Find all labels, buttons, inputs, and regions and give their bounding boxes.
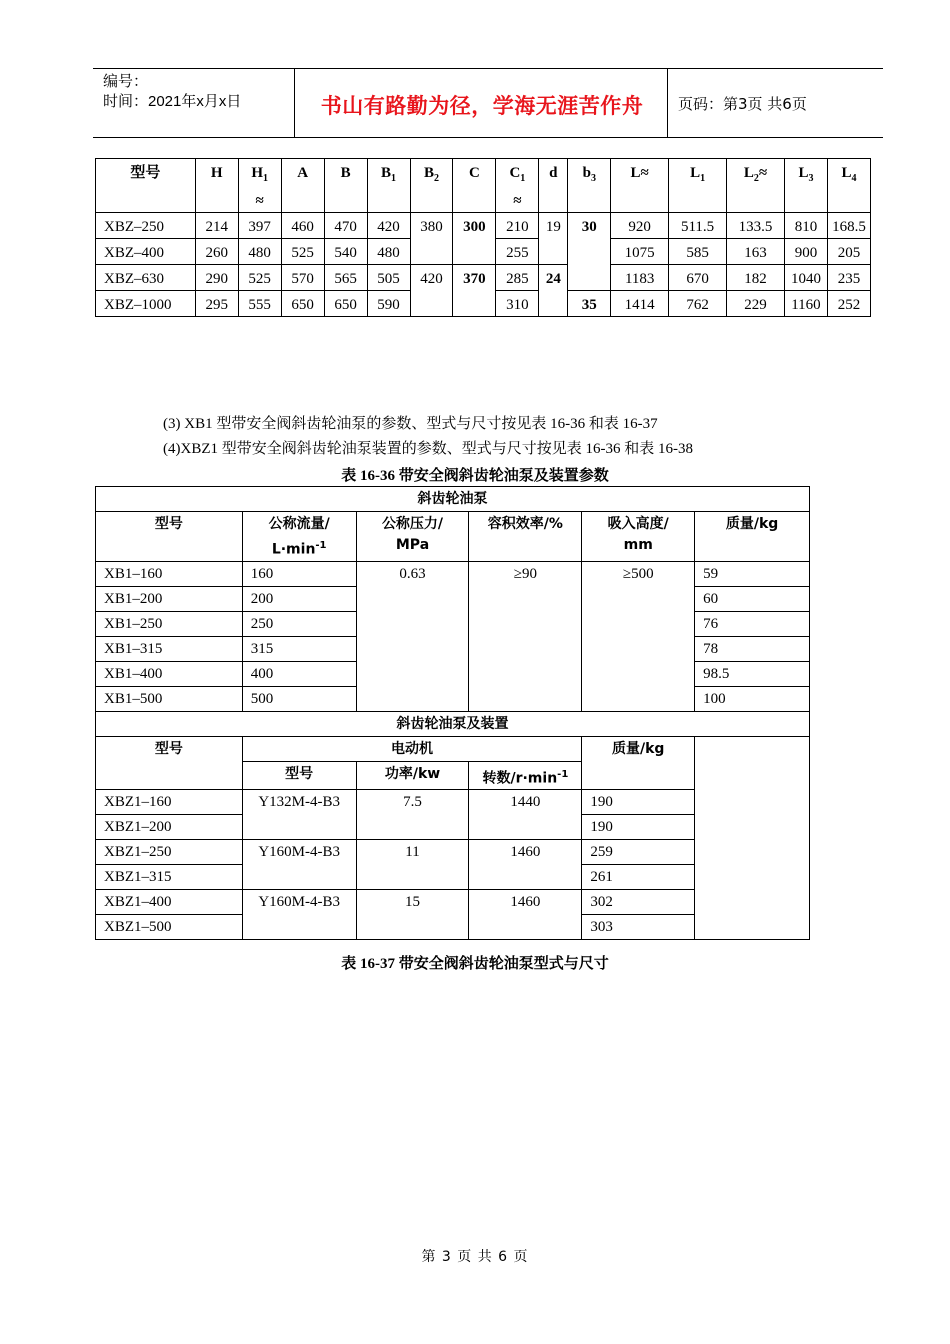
table-cell: 762 (669, 291, 727, 317)
table-cell: 163 (727, 239, 785, 265)
table-cell: Y160M-4-B3 (242, 890, 356, 940)
header-divider (294, 69, 295, 137)
table-cell: 168.5 (827, 213, 870, 239)
table-cell: 1075 (611, 239, 669, 265)
table-row (96, 265, 871, 291)
table-cell: 300 (453, 213, 496, 265)
table-cell: ≥90 (469, 561, 582, 711)
table-cell: XB1–400 (96, 661, 243, 686)
table-cell: 260 (195, 239, 238, 265)
table-cell: 315 (242, 636, 356, 661)
table-cell: 78 (695, 636, 810, 661)
header-cell: $L_4$ (827, 159, 870, 213)
header-motto: 书山有路勤为径，学海无涯苦作舟 (320, 94, 644, 118)
table-cell: 540 (324, 239, 367, 265)
header-cell: 转数$/r\cdot\min^{-1}$ (469, 761, 582, 790)
header-cell: 功率/kw (356, 761, 469, 790)
table-caption: 表 16-37 带安全阀斜齿轮油泵型式与尺寸 (341, 956, 609, 972)
table-cell: XBZ1–400 (96, 890, 243, 915)
empty-cell (695, 736, 810, 940)
time-label: 时间：2021年x月x日 (103, 93, 242, 110)
paragraph: (4)XBZ1 型带安全阀斜齿轮油泵装置的参数、型式与尺寸按见表 16-36 和表 16-38 (163, 441, 693, 457)
table-cell: 480 (367, 239, 410, 265)
header-cell: 质量/kg (695, 512, 810, 562)
table-cell: 480 (238, 239, 281, 265)
table-header-row (96, 159, 871, 213)
table-cell: 200 (242, 586, 356, 611)
table-cell: 810 (784, 213, 827, 239)
table-cell: 261 (582, 865, 695, 890)
table-caption: 表 16-36 带安全阀斜齿轮油泵及装置参数 (341, 468, 609, 484)
header-cell: $L_3$ (784, 159, 827, 213)
table-cell: 182 (727, 265, 785, 291)
table-cell: 59 (695, 561, 810, 586)
table-cell: 0.63 (356, 561, 469, 711)
table-cell: 210 (496, 213, 539, 239)
header-cell: $C_1$ ≈ (496, 159, 539, 213)
table-cell: 190 (582, 815, 695, 840)
table-cell: 920 (611, 213, 669, 239)
header-meta (103, 72, 241, 112)
table-cell: 250 (242, 611, 356, 636)
table-cell: 15 (356, 890, 469, 940)
paragraph: (3) XB1 型带安全阀斜齿轮油泵的参数、型式与尺寸按见表 16-36 和表 16-37 (163, 416, 658, 432)
table-cell: XB1–250 (96, 611, 243, 636)
table-cell: 370 (453, 265, 496, 317)
table-cell: 303 (582, 915, 695, 940)
table-cell: 295 (195, 291, 238, 317)
dimension-table (95, 158, 871, 317)
table-cell: 1040 (784, 265, 827, 291)
table-cell: XBZ–630 (96, 265, 196, 291)
table-header-row (96, 512, 810, 562)
table-cell: 30 (568, 213, 611, 291)
table-cell: 259 (582, 840, 695, 865)
header-cell: $H_1$ ≈ (238, 159, 281, 213)
table-cell: 24 (539, 265, 568, 317)
page-header (93, 68, 883, 138)
table-cell: XB1–500 (96, 686, 243, 711)
table-cell: XBZ1–250 (96, 840, 243, 865)
table-cell: XBZ–400 (96, 239, 196, 265)
table-cell: 570 (281, 265, 324, 291)
table-cell: 1440 (469, 790, 582, 840)
header-cell: 质量/kg (582, 736, 695, 790)
table-cell: XB1–200 (96, 586, 243, 611)
table-cell: 252 (827, 291, 870, 317)
table-cell: 650 (281, 291, 324, 317)
table-cell: 35 (568, 291, 611, 317)
table-cell: XBZ1–160 (96, 790, 243, 815)
header-divider (667, 69, 668, 137)
table-cell: XBZ–1000 (96, 291, 196, 317)
table-cell: 229 (727, 291, 785, 317)
table-cell: 420 (410, 265, 453, 317)
table-cell: 470 (324, 213, 367, 239)
table-cell: XB1–160 (96, 561, 243, 586)
table-cell: XBZ–250 (96, 213, 196, 239)
header-cell: 容积效率/% (469, 512, 582, 562)
table-cell: 255 (496, 239, 539, 265)
table-cell: 76 (695, 611, 810, 636)
table-cell: 1160 (784, 291, 827, 317)
table-row (96, 561, 810, 586)
table-cell: 505 (367, 265, 410, 291)
table-cell: 310 (496, 291, 539, 317)
serial-label: 编号： (103, 73, 149, 90)
table-cell: 100 (695, 686, 810, 711)
table-cell: 285 (496, 265, 539, 291)
header-cell: 吸入高度/ mm (582, 512, 695, 562)
table-cell: 590 (367, 291, 410, 317)
table-cell: ≥500 (582, 561, 695, 711)
table-cell: 380 (410, 213, 453, 265)
section-title-row (96, 711, 810, 736)
header-cell: A (281, 159, 324, 213)
table-cell: 214 (195, 213, 238, 239)
header-cell: d (539, 159, 568, 213)
table-cell: 565 (324, 265, 367, 291)
table-cell: 11 (356, 840, 469, 890)
table-cell: 1460 (469, 840, 582, 890)
table-cell: 1414 (611, 291, 669, 317)
header-cell: $B_1$ (367, 159, 410, 213)
table-cell: XBZ1–200 (96, 815, 243, 840)
parameter-table (95, 486, 810, 940)
table-cell: 190 (582, 790, 695, 815)
header-cell: 公称压力/ MPa (356, 512, 469, 562)
table-cell: Y160M-4-B3 (242, 840, 356, 890)
table-cell: 1183 (611, 265, 669, 291)
page-footer: 第 3 页 共 6 页 (421, 1249, 529, 1265)
header-cell: 型号 (96, 159, 196, 213)
header-cell: 型号 (96, 512, 243, 562)
table-cell: 511.5 (669, 213, 727, 239)
table-cell: 397 (238, 213, 281, 239)
table-cell: 19 (539, 213, 568, 265)
table-cell: XBZ1–315 (96, 865, 243, 890)
table-cell: 235 (827, 265, 870, 291)
header-cell: C (453, 159, 496, 213)
table-cell: 420 (367, 213, 410, 239)
table-cell: 555 (238, 291, 281, 317)
table-header-row (96, 736, 810, 761)
table-cell: XBZ1–500 (96, 915, 243, 940)
table-cell: 585 (669, 239, 727, 265)
table-row (96, 213, 871, 239)
section-title-row (96, 487, 810, 512)
table-cell: 98.5 (695, 661, 810, 686)
header-cell: $b_3$ (568, 159, 611, 213)
table-cell: XB1–315 (96, 636, 243, 661)
section-title: 斜齿轮油泵 (96, 487, 810, 512)
table-cell: Y132M-4-B3 (242, 790, 356, 840)
table-cell: 205 (827, 239, 870, 265)
header-cell: 型号 (96, 736, 243, 790)
table-cell: 525 (281, 239, 324, 265)
header-cell: 电动机 (242, 736, 582, 761)
table-cell: 1460 (469, 890, 582, 940)
header-page-info: 页码：第3页 共6页 (678, 95, 807, 113)
header-cell: 公称流量/ $L\cdot\min^{-1}$ (242, 512, 356, 562)
section-title: 斜齿轮油泵及装置 (96, 711, 810, 736)
table-cell: 400 (242, 661, 356, 686)
table-cell: 900 (784, 239, 827, 265)
table-cell: 133.5 (727, 213, 785, 239)
table-cell: 160 (242, 561, 356, 586)
header-cell: $L_2\approx$ (727, 159, 785, 213)
table-cell: 60 (695, 586, 810, 611)
table-cell: 302 (582, 890, 695, 915)
header-cell: L≈ (611, 159, 669, 213)
table-cell: 525 (238, 265, 281, 291)
table-cell: 500 (242, 686, 356, 711)
table-cell: 650 (324, 291, 367, 317)
header-cell: B (324, 159, 367, 213)
header-cell: $B_2$ (410, 159, 453, 213)
header-cell: $L_1$ (669, 159, 727, 213)
header-cell: H (195, 159, 238, 213)
table-cell: 7.5 (356, 790, 469, 840)
table-cell: 460 (281, 213, 324, 239)
header-cell: 型号 (242, 761, 356, 790)
table-cell: 670 (669, 265, 727, 291)
table-cell: 290 (195, 265, 238, 291)
